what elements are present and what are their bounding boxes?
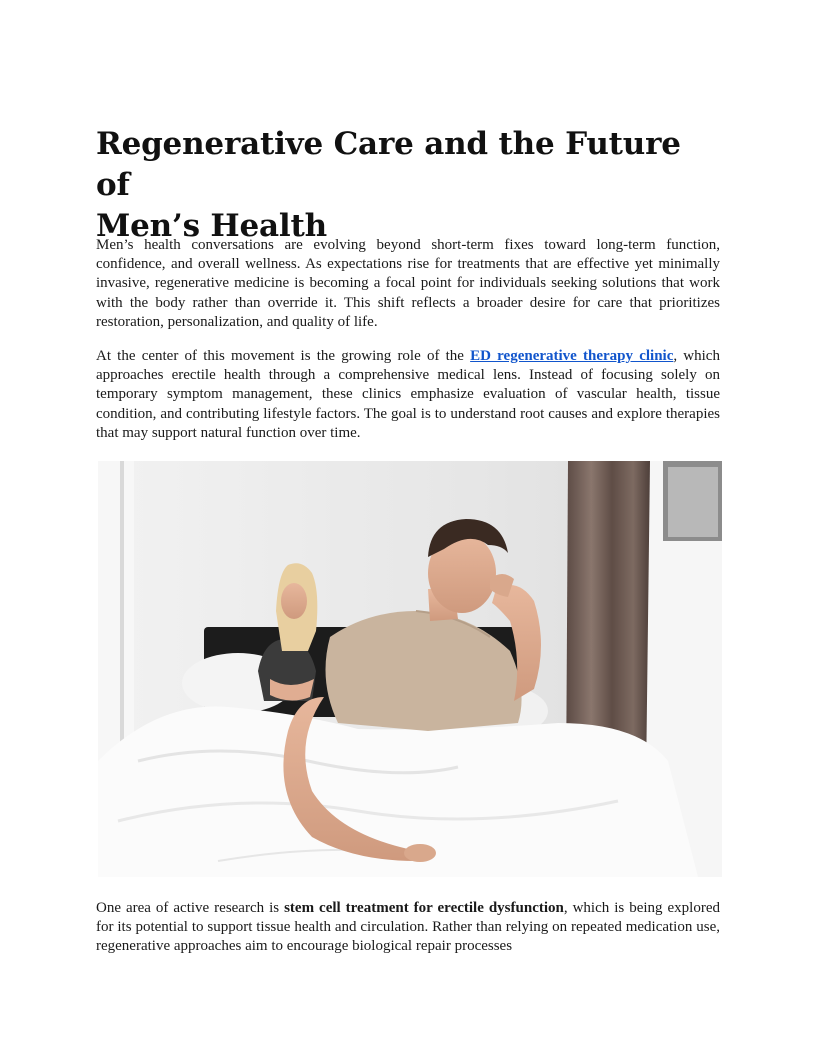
- ed-therapy-clinic-link[interactable]: ED regenerative therapy clinic: [470, 348, 674, 364]
- paragraph-clinic: [96, 347, 720, 443]
- title-line-1: Regenerative Care and the Future of: [96, 126, 681, 203]
- paragraph-stem-cell-rest: , which is being explored for its potential to support tissue health and circulation. Rather than relying on repeated medication use, regenerative approaches aim to encourage biological repair processes: [96, 900, 720, 955]
- stem-cell-treatment-term: stem cell treatment for erectile dysfunction: [284, 900, 564, 916]
- article-photo: [98, 461, 722, 877]
- paragraph-intro: Men’s health conversations are evolving beyond short-term fixes toward long-term function, confidence, and overall wellness. As expectations rise for treatments that are effective yet minimally invasive, regenerative medicine is becoming a focal point for individuals seeking solutions that work with the body rather than override it. This shift reflects a broader desire for care that prioritizes restoration, personalization, and quality of life.: [96, 237, 720, 330]
- paragraph-clinic-rest: , which approaches erectile health through a comprehensive medical lens. Instead of focusing solely on temporary symptom management, these clinics emphasize evaluation of vascular health, tissue condition, and contributing lifestyle factors. The goal is to understand root causes and explore therapies that may support natural function over time.: [96, 348, 720, 441]
- paragraph-clinic-lead: At the center of this movement is the growing role of the: [96, 348, 471, 364]
- title-line-2: Men’s Health: [96, 208, 327, 244]
- article-title: [96, 124, 720, 247]
- paragraph-stem-cell-lead: One area of active research is: [96, 900, 285, 916]
- paragraph-stem-cell: [96, 899, 720, 957]
